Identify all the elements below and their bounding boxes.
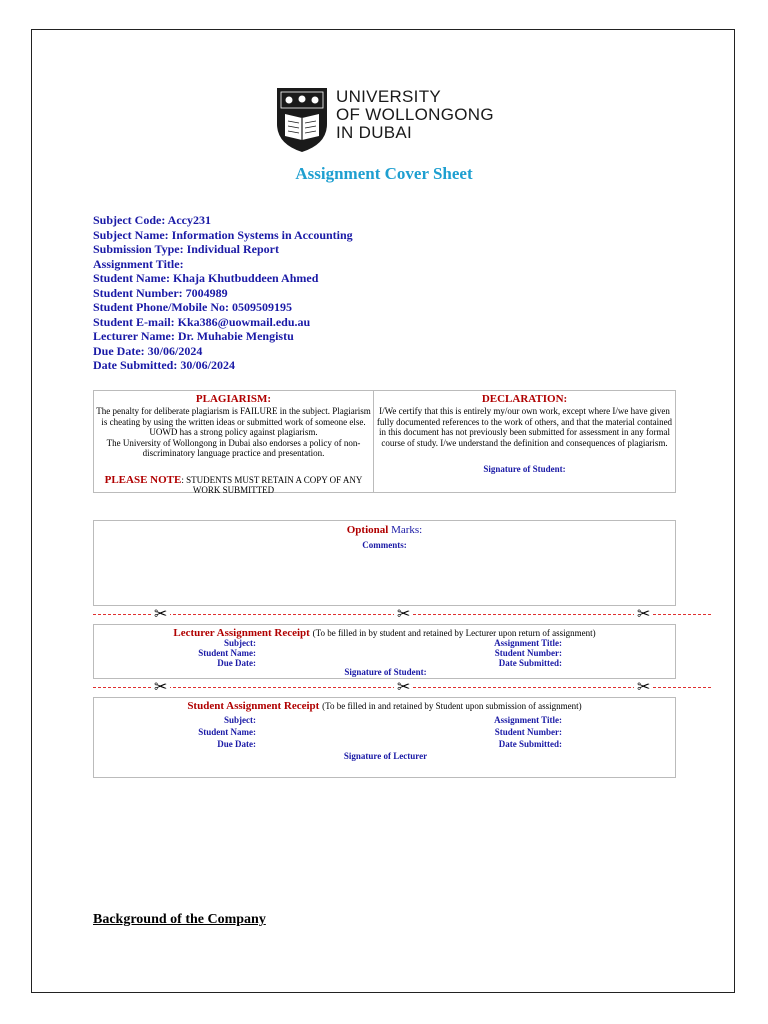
lr-date-submitted: Date Submitted: [498,658,562,668]
lecturer-name: Lecturer Name: Dr. Muhabie Mengistu [93,329,294,343]
scissors-icon: ✂ [634,606,653,622]
logo-line-1: UNIVERSITY [336,87,442,106]
lr-assignment-title: Assignment Title: [494,638,562,648]
sr-student-number: Student Number: [494,727,562,737]
student-receipt-title: Student Assignment Receipt [187,700,320,712]
please-note-label: PLEASE NOTE [104,473,182,486]
due-date: Due Date: 30/06/2024 [93,343,203,358]
section-heading: Background of the Company [93,912,266,927]
student-email: Student E-mail: Kka386@uowmail.edu.au [93,314,311,329]
date-submitted: Date Submitted: 30/06/2024 [93,358,235,372]
lecturer-receipt [93,624,676,679]
scissors-icon: ✂ [394,679,413,695]
student-signature-label: Signature of Student: [483,464,566,474]
plagiarism-heading: PLAGIARISM: [195,393,272,405]
plagiarism-declaration-table [93,390,676,493]
student-phone: Student Phone/Mobile No: 0509509195 [93,300,293,314]
subject-code: Subject Code: Accy231 [93,213,211,227]
student-receipt [93,697,676,778]
optional-label: Optional [346,524,389,536]
lr-student-number: Student Number: [494,648,562,658]
lr-signature: Signature of Student: [344,667,427,677]
please-note-text: : STUDENTS MUST RETAIN A COPY OF ANY WORK SUBMITTED [181,474,363,495]
scissors-icon: ✂ [151,679,170,695]
scissors-icon: ✂ [634,679,653,695]
sr-student-name: Student Name: [198,727,256,737]
cut-line-2 [93,677,711,696]
scissors-icon: ✂ [151,606,170,622]
declaration-heading: DECLARATION: [481,393,568,405]
scissors-icon: ✂ [394,606,413,622]
university-name [336,88,494,142]
sr-assignment-title: Assignment Title: [494,715,562,725]
lecturer-receipt-subtitle: (To be filled in by student and retained by Lecturer upon return of assignment) [312,628,596,638]
subject-name: Subject Name: Information Systems in Accounting [93,227,353,242]
plagiarism-text: The penalty for deliberate plagiarism is FAILURE in the subject. Plagiarism is cheating by using the written ideas or submitted work of someone else. UOWD has a strong policy against plagiarism. [96,406,371,437]
student-number: Student Number: 7004989 [93,285,228,300]
page-title: Assignment Cover Sheet [295,164,473,183]
crest-icon [275,86,329,154]
lr-due-date: Due Date: [217,658,256,668]
marks-label: Marks: [391,524,423,536]
please-note [95,475,372,496]
sr-date-submitted: Date Submitted: [498,739,562,749]
comments-label: Comments: [362,540,407,550]
lr-student-name: Student Name: [198,648,256,658]
sr-due-date: Due Date: [217,739,256,749]
declaration-cell [374,391,675,492]
student-receipt-subtitle: (To be filled in and retained by Student upon submission of assignment) [322,701,582,711]
student-name: Student Name: Khaja Khutbuddeen Ahmed [93,271,319,285]
logo-line-3: IN DUBAI [336,123,413,142]
university-logo [275,86,495,154]
sr-signature: Signature of Lecturer [343,751,428,761]
student-receipt-header [94,700,675,712]
assignment-info [93,213,353,373]
marks-box [93,520,676,606]
language-policy-text: The University of Wollongong in Dubai also endorses a policy of non-discriminatory language practice and presentation. [106,437,361,458]
logo-line-2: OF WOLLONGONG [336,105,494,124]
cut-line-1 [93,604,711,623]
submission-type: Submission Type: Individual Report [93,242,279,256]
declaration-text: I/We certify that this is entirely my/our own work, except where I/we have given fully documented references to the work of others, and that the material contained in this document has not previously been submitted for assessment in any formal course of study. I/we understand the definition and consequences of plagiarism. [376,406,673,448]
assignment-title: Assignment Title: [93,256,184,271]
sr-subject: Subject: [224,715,256,725]
optional-marks [94,524,675,536]
plagiarism-cell [94,391,374,495]
lecturer-receipt-title: Lecturer Assignment Receipt [173,627,310,639]
lr-subject: Subject: [224,638,256,648]
